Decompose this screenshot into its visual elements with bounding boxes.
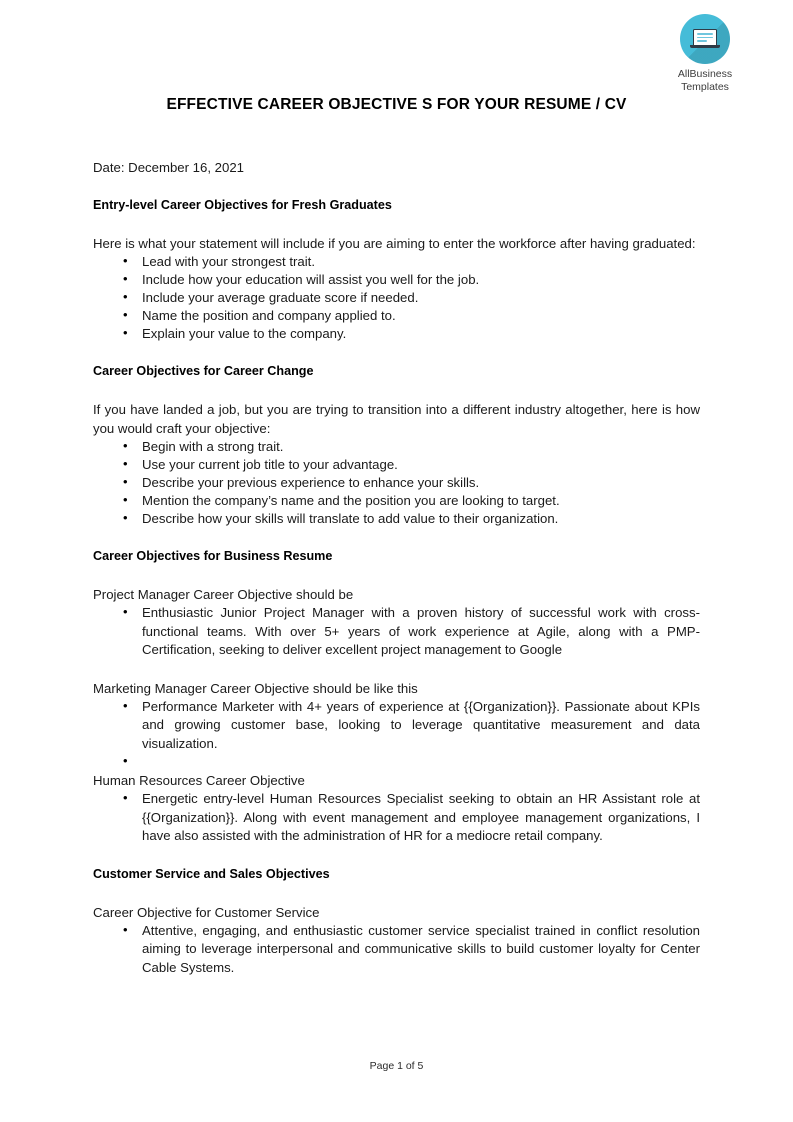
list-item: • Enthusiastic Junior Project Manager with a proven history of successful work with cross-functional teams. With over 5+ years of work experience at Agile, along with a PMP-Certification, seeking to deliver excellent project management to Google xyxy=(93,604,700,660)
section-intro-career-change: If you have landed a job, but you are trying to transition into a different industry altogether, here is how you would craft your objective: xyxy=(93,402,700,436)
list-item: • Describe how your skills will translate to add value to their organization. xyxy=(93,510,700,528)
laptop-base xyxy=(690,45,720,48)
logo-wordmark-line1: AllBusiness xyxy=(677,68,733,80)
section-heading-career-change: Career Objectives for Career Change xyxy=(93,364,314,378)
subsection-lead-customer-service: Career Objective for Customer Service xyxy=(93,904,320,920)
section-intro-entry-level: Here is what your statement will include if you are aiming to enter the workforce after having graduated: xyxy=(93,236,696,251)
bullet-list-marketing-manager xyxy=(93,698,700,772)
logo-wordmark xyxy=(650,68,760,93)
list-item: • Include your average graduate score if needed. xyxy=(93,289,700,307)
logo-wordmark-line2: Templates xyxy=(681,80,729,93)
page-footer: Page 1 of 5 xyxy=(369,1060,424,1072)
laptop-screen-line xyxy=(697,33,713,35)
list-item: • Energetic entry-level Human Resources Specialist seeking to obtain an HR Assistant role at {{Organization}}. Along with event management and employee management organizations, I have also assisted with the administration of HR for a mediocre retail company. xyxy=(93,790,700,846)
section-heading-business-resume: Career Objectives for Business Resume xyxy=(93,549,333,563)
laptop-screen-line xyxy=(697,40,707,42)
laptop-screen xyxy=(693,29,717,45)
bullet-list-career-change xyxy=(93,438,700,528)
list-item: • Use your current job title to your advantage. xyxy=(93,456,700,474)
list-item: • Include how your education will assist you well for the job. xyxy=(93,271,700,289)
logo-circle xyxy=(680,14,730,64)
list-item-empty xyxy=(93,753,700,771)
list-item: • Lead with your strongest trait. xyxy=(93,253,700,271)
list-item: • Mention the company’s name and the position you are looking to target. xyxy=(93,492,700,510)
laptop-screen-line xyxy=(697,37,713,39)
list-item: • Attentive, engaging, and enthusiastic customer service specialist trained in conflict resolution aiming to leverage interpersonal and communicative skills to build customer loyalty for Center Cable Systems. xyxy=(93,922,700,978)
page-title: EFFECTIVE CAREER OBJECTIVE S FOR YOUR RESUME / CV xyxy=(166,96,627,113)
bullet-list-project-manager xyxy=(93,604,700,660)
list-item: • Begin with a strong trait. xyxy=(93,438,700,456)
bullet-list-customer-service xyxy=(93,922,700,978)
bullet-list-entry-level xyxy=(93,253,700,343)
list-item: • Performance Marketer with 4+ years of experience at {{Organization}}. Passionate about KPIs and growing customer base, looking to leverage quantitative measurement and data visualization. xyxy=(93,698,700,754)
section-heading-entry-level: Entry-level Career Objectives for Fresh Graduates xyxy=(93,198,392,212)
subsection-lead-human-resources: Human Resources Career Objective xyxy=(93,773,305,788)
list-item: • Explain your value to the company. xyxy=(93,325,700,343)
list-item: • Name the position and company applied to. xyxy=(93,307,700,325)
date-line: Date: December 16, 2021 xyxy=(93,160,245,175)
section-heading-customer-service: Customer Service and Sales Objectives xyxy=(93,866,330,881)
allbusiness-templates-logo xyxy=(650,14,760,93)
subsection-lead-project-manager: Project Manager Career Objective should be xyxy=(93,587,354,602)
subsection-lead-marketing-manager: Marketing Manager Career Objective should be like this xyxy=(93,680,418,696)
list-item: • Describe your previous experience to enhance your skills. xyxy=(93,474,700,492)
document-body xyxy=(93,158,700,977)
bullet-list-human-resources xyxy=(93,790,700,846)
laptop-icon xyxy=(690,29,720,48)
